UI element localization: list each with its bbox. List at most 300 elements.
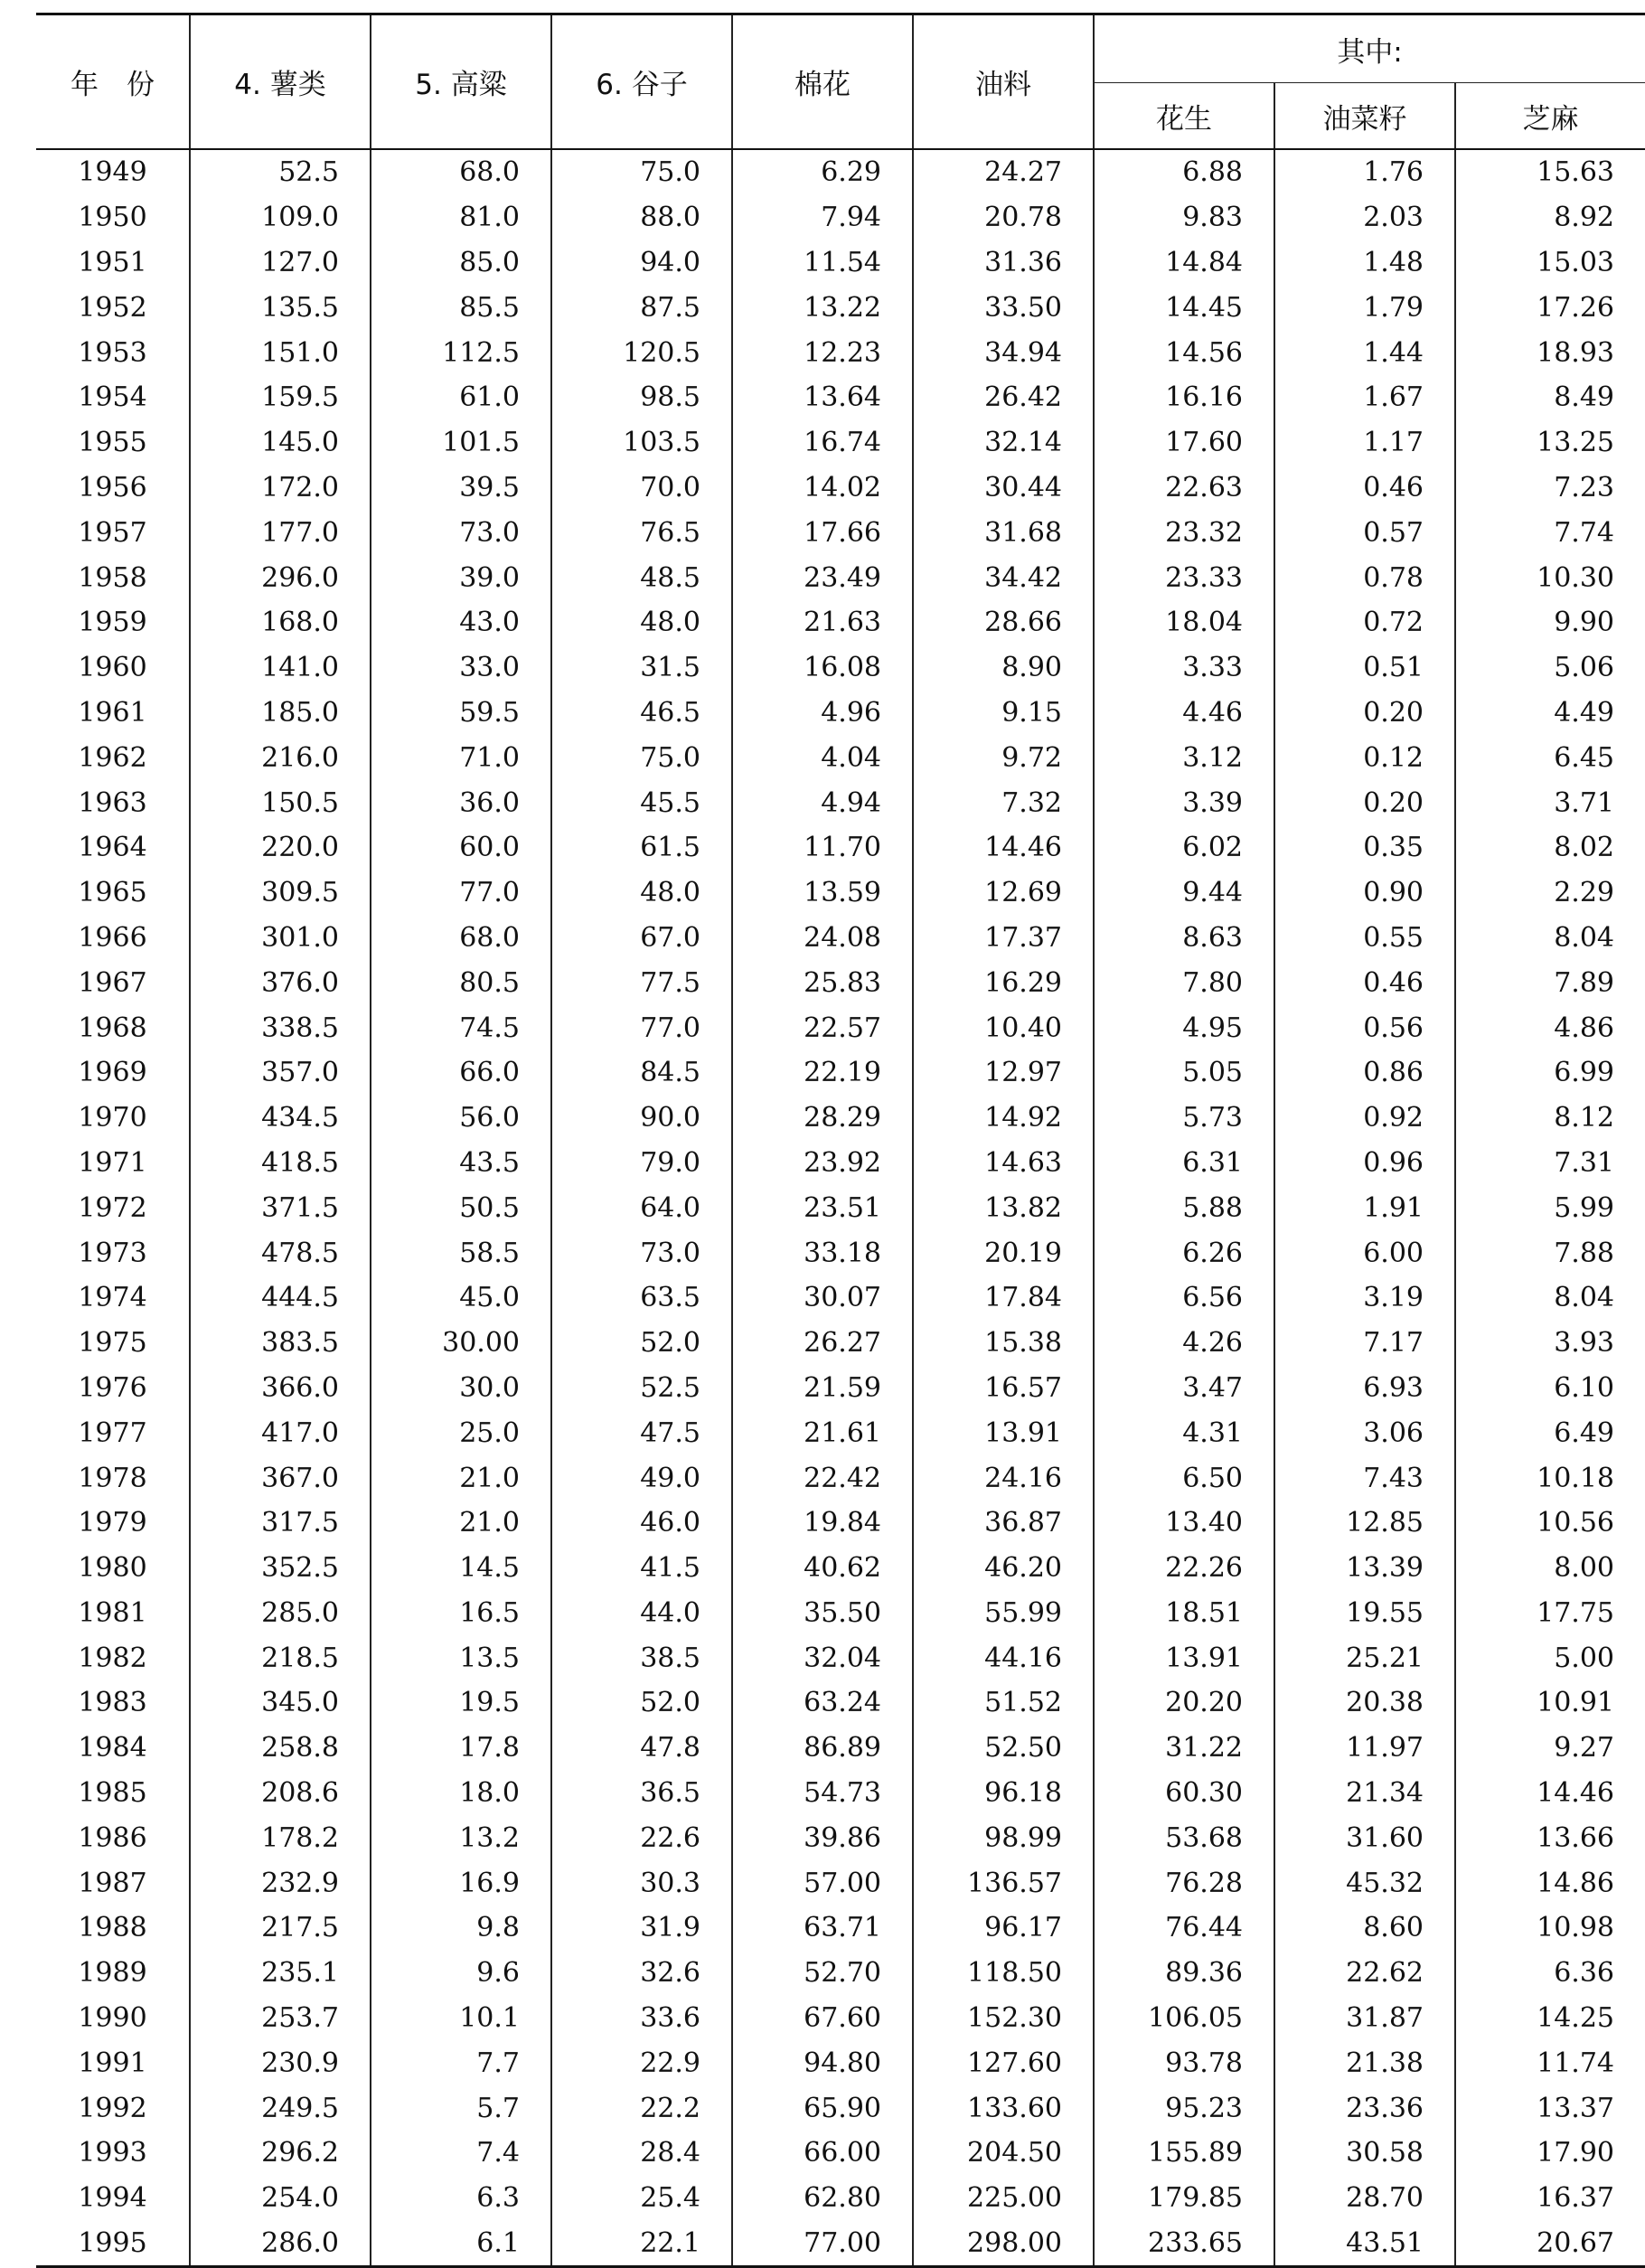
value-cell: 5.00 xyxy=(1455,1635,1645,1680)
value-cell: 55.99 xyxy=(913,1591,1094,1636)
year-cell: 1980 xyxy=(78,1552,147,1585)
value-cell: 96.17 xyxy=(913,1906,1094,1951)
value-cell: 101.5 xyxy=(371,420,551,466)
value-cell: 41.5 xyxy=(551,1546,732,1591)
header-cotton: 棉花 xyxy=(732,14,913,150)
value-cell: 1.48 xyxy=(1274,240,1455,286)
value-cell: 0.20 xyxy=(1274,780,1455,825)
value-cell: 24.27 xyxy=(913,149,1094,195)
value-cell: 75.0 xyxy=(551,735,732,780)
value-cell: 13.91 xyxy=(913,1410,1094,1455)
value-cell: 77.0 xyxy=(551,1005,732,1050)
year-cell: 1975 xyxy=(78,1327,147,1360)
value-cell: 367.0 xyxy=(190,1455,371,1501)
value-cell: 10.18 xyxy=(1455,1455,1645,1501)
value-cell: 258.8 xyxy=(190,1726,371,1771)
value-cell: 30.0 xyxy=(371,1366,551,1411)
value-cell: 127.60 xyxy=(913,2040,1094,2085)
value-cell: 217.5 xyxy=(190,1906,371,1951)
value-cell: 112.5 xyxy=(371,330,551,375)
value-cell: 177.0 xyxy=(190,510,371,555)
value-cell: 12.23 xyxy=(732,330,913,375)
table-row xyxy=(36,825,1645,870)
year-cell: 1960 xyxy=(78,652,147,684)
value-cell: 253.7 xyxy=(190,1996,371,2041)
value-cell: 232.9 xyxy=(190,1860,371,1906)
value-cell: 25.0 xyxy=(371,1410,551,1455)
statistics-table-container xyxy=(36,13,1645,2268)
table-row xyxy=(36,1321,1645,1366)
year-cell: 1962 xyxy=(78,741,147,774)
value-cell: 0.56 xyxy=(1274,1005,1455,1050)
value-cell: 45.5 xyxy=(551,780,732,825)
value-cell: 21.0 xyxy=(371,1455,551,1501)
value-cell: 75.0 xyxy=(551,149,732,195)
value-cell: 6.29 xyxy=(732,149,913,195)
value-cell: 22.26 xyxy=(1094,1546,1274,1591)
table-row xyxy=(36,600,1645,645)
value-cell: 71.0 xyxy=(371,735,551,780)
value-cell: 93.78 xyxy=(1094,2040,1274,2085)
value-cell: 32.04 xyxy=(732,1635,913,1680)
value-cell: 17.60 xyxy=(1094,420,1274,466)
value-cell: 28.66 xyxy=(913,600,1094,645)
value-cell: 19.5 xyxy=(371,1680,551,1726)
value-cell: 9.83 xyxy=(1094,195,1274,240)
value-cell: 13.2 xyxy=(371,1815,551,1860)
value-cell: 87.5 xyxy=(551,285,732,330)
value-cell: 5.99 xyxy=(1455,1185,1645,1230)
table-row xyxy=(36,1635,1645,1680)
value-cell: 383.5 xyxy=(190,1321,371,1366)
table-row xyxy=(36,1050,1645,1096)
year-cell: 1987 xyxy=(78,1867,147,1899)
value-cell: 6.56 xyxy=(1094,1275,1274,1321)
value-cell: 50.5 xyxy=(371,1185,551,1230)
year-cell: 1955 xyxy=(78,427,147,459)
value-cell: 23.32 xyxy=(1094,510,1274,555)
value-cell: 0.35 xyxy=(1274,825,1455,870)
value-cell: 6.50 xyxy=(1094,1455,1274,1501)
value-cell: 11.97 xyxy=(1274,1726,1455,1771)
value-cell: 17.26 xyxy=(1455,285,1645,330)
value-cell: 19.55 xyxy=(1274,1591,1455,1636)
year-cell: 1970 xyxy=(78,1102,147,1134)
value-cell: 51.52 xyxy=(913,1680,1094,1726)
year-cell: 1995 xyxy=(36,2221,190,2267)
value-cell: 13.5 xyxy=(371,1635,551,1680)
table-row xyxy=(36,555,1645,600)
value-cell: 118.50 xyxy=(913,1951,1094,1996)
value-cell: 77.00 xyxy=(732,2221,913,2267)
value-cell: 16.9 xyxy=(371,1860,551,1906)
value-cell: 16.57 xyxy=(913,1366,1094,1411)
value-cell: 3.19 xyxy=(1274,1275,1455,1321)
table-row xyxy=(36,2221,1645,2267)
value-cell: 0.86 xyxy=(1274,1050,1455,1096)
value-cell: 17.75 xyxy=(1455,1591,1645,1636)
value-cell: 0.46 xyxy=(1274,960,1455,1005)
value-cell: 31.5 xyxy=(551,645,732,691)
value-cell: 1.91 xyxy=(1274,1185,1455,1230)
year-cell: 1961 xyxy=(78,696,147,729)
value-cell: 44.0 xyxy=(551,1591,732,1636)
value-cell: 136.57 xyxy=(913,1860,1094,1906)
value-cell: 309.5 xyxy=(190,870,371,916)
value-cell: 10.91 xyxy=(1455,1680,1645,1726)
value-cell: 11.54 xyxy=(732,240,913,286)
year-cell: 1950 xyxy=(78,202,147,234)
header-peanut: 花生 xyxy=(1094,83,1274,150)
value-cell: 20.67 xyxy=(1455,2221,1645,2267)
header-year: 年 份 xyxy=(36,14,190,150)
value-cell: 13.39 xyxy=(1274,1546,1455,1591)
value-cell: 10.40 xyxy=(913,1005,1094,1050)
value-cell: 13.22 xyxy=(732,285,913,330)
value-cell: 338.5 xyxy=(190,1005,371,1050)
value-cell: 254.0 xyxy=(190,2176,371,2221)
value-cell: 6.88 xyxy=(1094,149,1274,195)
value-cell: 94.0 xyxy=(551,240,732,286)
value-cell: 23.92 xyxy=(732,1141,913,1186)
value-cell: 31.22 xyxy=(1094,1726,1274,1771)
value-cell: 4.86 xyxy=(1455,1005,1645,1050)
value-cell: 371.5 xyxy=(190,1185,371,1230)
value-cell: 31.60 xyxy=(1274,1815,1455,1860)
year-cell: 1957 xyxy=(78,516,147,549)
value-cell: 24.08 xyxy=(732,916,913,961)
table-header xyxy=(36,14,1645,150)
year-cell: 1986 xyxy=(78,1821,147,1854)
value-cell: 6.31 xyxy=(1094,1141,1274,1186)
value-cell: 17.37 xyxy=(913,916,1094,961)
value-cell: 13.40 xyxy=(1094,1501,1274,1546)
value-cell: 36.87 xyxy=(913,1501,1094,1546)
value-cell: 4.31 xyxy=(1094,1410,1274,1455)
value-cell: 298.00 xyxy=(913,2221,1094,2267)
value-cell: 18.0 xyxy=(371,1771,551,1816)
value-cell: 79.0 xyxy=(551,1141,732,1186)
year-cell: 1990 xyxy=(78,2002,147,2035)
value-cell: 21.38 xyxy=(1274,2040,1455,2085)
value-cell: 66.00 xyxy=(732,2131,913,2176)
year-cell: 1992 xyxy=(78,2092,147,2124)
value-cell: 85.5 xyxy=(371,285,551,330)
value-cell: 67.0 xyxy=(551,916,732,961)
table-row xyxy=(36,735,1645,780)
table-row xyxy=(36,2040,1645,2085)
value-cell: 81.0 xyxy=(371,195,551,240)
value-cell: 5.73 xyxy=(1094,1096,1274,1141)
value-cell: 21.0 xyxy=(371,1501,551,1546)
value-cell: 8.92 xyxy=(1455,195,1645,240)
header-millet: 6. 谷子 xyxy=(551,14,732,150)
value-cell: 444.5 xyxy=(190,1275,371,1321)
value-cell: 9.8 xyxy=(371,1906,551,1951)
value-cell: 6.02 xyxy=(1094,825,1274,870)
header-rapeseed: 油菜籽 xyxy=(1274,83,1455,150)
table-row xyxy=(36,285,1645,330)
value-cell: 21.59 xyxy=(732,1366,913,1411)
value-cell: 32.6 xyxy=(551,1951,732,1996)
value-cell: 185.0 xyxy=(190,691,371,736)
value-cell: 168.0 xyxy=(190,600,371,645)
value-cell: 46.0 xyxy=(551,1501,732,1546)
value-cell: 418.5 xyxy=(190,1141,371,1186)
value-cell: 76.28 xyxy=(1094,1860,1274,1906)
year-cell: 1951 xyxy=(78,246,147,278)
value-cell: 33.0 xyxy=(371,645,551,691)
value-cell: 376.0 xyxy=(190,960,371,1005)
value-cell: 20.19 xyxy=(913,1230,1094,1275)
table-row xyxy=(36,420,1645,466)
value-cell: 35.50 xyxy=(732,1591,913,1636)
value-cell: 59.5 xyxy=(371,691,551,736)
table-row xyxy=(36,1815,1645,1860)
value-cell: 4.49 xyxy=(1455,691,1645,736)
value-cell: 249.5 xyxy=(190,2085,371,2131)
value-cell: 31.36 xyxy=(913,240,1094,286)
value-cell: 14.84 xyxy=(1094,240,1274,286)
value-cell: 10.1 xyxy=(371,1996,551,2041)
value-cell: 296.0 xyxy=(190,555,371,600)
value-cell: 46.20 xyxy=(913,1546,1094,1591)
value-cell: 6.45 xyxy=(1455,735,1645,780)
value-cell: 13.91 xyxy=(1094,1635,1274,1680)
value-cell: 52.70 xyxy=(732,1951,913,1996)
value-cell: 10.30 xyxy=(1455,555,1645,600)
value-cell: 15.63 xyxy=(1455,149,1645,195)
value-cell: 13.66 xyxy=(1455,1815,1645,1860)
value-cell: 20.38 xyxy=(1274,1680,1455,1726)
value-cell: 357.0 xyxy=(190,1050,371,1096)
value-cell: 8.90 xyxy=(913,645,1094,691)
value-cell: 14.5 xyxy=(371,1546,551,1591)
value-cell: 31.68 xyxy=(913,510,1094,555)
value-cell: 22.6 xyxy=(551,1815,732,1860)
value-cell: 208.6 xyxy=(190,1771,371,1816)
year-cell: 1963 xyxy=(78,786,147,819)
value-cell: 17.84 xyxy=(913,1275,1094,1321)
table-body xyxy=(36,149,1645,2267)
value-cell: 14.25 xyxy=(1455,1996,1645,2041)
value-cell: 16.37 xyxy=(1455,2176,1645,2221)
value-cell: 220.0 xyxy=(190,825,371,870)
value-cell: 0.72 xyxy=(1274,600,1455,645)
value-cell: 9.6 xyxy=(371,1951,551,1996)
value-cell: 14.86 xyxy=(1455,1860,1645,1906)
value-cell: 5.88 xyxy=(1094,1185,1274,1230)
value-cell: 0.92 xyxy=(1274,1096,1455,1141)
table-row xyxy=(36,645,1645,691)
value-cell: 0.12 xyxy=(1274,735,1455,780)
value-cell: 8.49 xyxy=(1455,375,1645,420)
value-cell: 151.0 xyxy=(190,330,371,375)
table-row xyxy=(36,916,1645,961)
value-cell: 22.57 xyxy=(732,1005,913,1050)
table-row xyxy=(36,1501,1645,1546)
value-cell: 152.30 xyxy=(913,1996,1094,2041)
value-cell: 150.5 xyxy=(190,780,371,825)
table-row xyxy=(36,1591,1645,1636)
value-cell: 23.33 xyxy=(1094,555,1274,600)
value-cell: 26.42 xyxy=(913,375,1094,420)
value-cell: 204.50 xyxy=(913,2131,1094,2176)
value-cell: 61.5 xyxy=(551,825,732,870)
value-cell: 135.5 xyxy=(190,285,371,330)
value-cell: 68.0 xyxy=(371,916,551,961)
table-row xyxy=(36,1366,1645,1411)
year-cell: 1994 xyxy=(78,2182,147,2215)
year-cell: 1972 xyxy=(78,1191,147,1224)
header-sesame: 芝麻 xyxy=(1455,83,1645,150)
value-cell: 9.90 xyxy=(1455,600,1645,645)
value-cell: 52.5 xyxy=(190,149,371,195)
value-cell: 296.2 xyxy=(190,2131,371,2176)
value-cell: 366.0 xyxy=(190,1366,371,1411)
value-cell: 16.16 xyxy=(1094,375,1274,420)
value-cell: 14.45 xyxy=(1094,285,1274,330)
table-row xyxy=(36,195,1645,240)
value-cell: 33.18 xyxy=(732,1230,913,1275)
value-cell: 16.74 xyxy=(732,420,913,466)
table-row xyxy=(36,1096,1645,1141)
value-cell: 7.74 xyxy=(1455,510,1645,555)
table-row xyxy=(36,330,1645,375)
value-cell: 218.5 xyxy=(190,1635,371,1680)
value-cell: 0.90 xyxy=(1274,870,1455,916)
value-cell: 4.26 xyxy=(1094,1321,1274,1366)
year-cell: 1966 xyxy=(78,921,147,954)
value-cell: 12.97 xyxy=(913,1050,1094,1096)
table-row xyxy=(36,2131,1645,2176)
value-cell: 30.58 xyxy=(1274,2131,1455,2176)
value-cell: 90.0 xyxy=(551,1096,732,1141)
value-cell: 56.0 xyxy=(371,1096,551,1141)
value-cell: 18.93 xyxy=(1455,330,1645,375)
value-cell: 22.2 xyxy=(551,2085,732,2131)
value-cell: 31.87 xyxy=(1274,1996,1455,2041)
value-cell: 17.66 xyxy=(732,510,913,555)
value-cell: 23.36 xyxy=(1274,2085,1455,2131)
value-cell: 230.9 xyxy=(190,2040,371,2085)
value-cell: 7.80 xyxy=(1094,960,1274,1005)
value-cell: 65.90 xyxy=(732,2085,913,2131)
value-cell: 96.18 xyxy=(913,1771,1094,1816)
value-cell: 18.51 xyxy=(1094,1591,1274,1636)
value-cell: 13.82 xyxy=(913,1185,1094,1230)
value-cell: 286.0 xyxy=(190,2221,371,2267)
table-row xyxy=(36,1230,1645,1275)
value-cell: 352.5 xyxy=(190,1546,371,1591)
header-sorghum: 5. 高粱 xyxy=(371,14,551,150)
value-cell: 3.47 xyxy=(1094,1366,1274,1411)
value-cell: 301.0 xyxy=(190,916,371,961)
value-cell: 62.80 xyxy=(732,2176,913,2221)
value-cell: 43.51 xyxy=(1274,2221,1455,2267)
value-cell: 80.5 xyxy=(371,960,551,1005)
value-cell: 20.78 xyxy=(913,195,1094,240)
value-cell: 8.02 xyxy=(1455,825,1645,870)
value-cell: 7.31 xyxy=(1455,1141,1645,1186)
value-cell: 77.0 xyxy=(371,870,551,916)
value-cell: 0.46 xyxy=(1274,466,1455,511)
table-row xyxy=(36,960,1645,1005)
value-cell: 478.5 xyxy=(190,1230,371,1275)
value-cell: 6.99 xyxy=(1455,1050,1645,1096)
value-cell: 9.44 xyxy=(1094,870,1274,916)
year-cell: 1952 xyxy=(78,291,147,324)
value-cell: 14.46 xyxy=(1455,1771,1645,1816)
year-cell: 1956 xyxy=(78,471,147,503)
table-row xyxy=(36,2176,1645,2221)
value-cell: 57.00 xyxy=(732,1860,913,1906)
table-row xyxy=(36,1906,1645,1951)
value-cell: 13.64 xyxy=(732,375,913,420)
table-row xyxy=(36,691,1645,736)
value-cell: 38.5 xyxy=(551,1635,732,1680)
year-cell: 1974 xyxy=(78,1282,147,1314)
value-cell: 49.0 xyxy=(551,1455,732,1501)
value-cell: 86.89 xyxy=(732,1726,913,1771)
value-cell: 8.00 xyxy=(1455,1546,1645,1591)
value-cell: 7.23 xyxy=(1455,466,1645,511)
value-cell: 225.00 xyxy=(913,2176,1094,2221)
year-cell: 1958 xyxy=(78,561,147,594)
value-cell: 76.5 xyxy=(551,510,732,555)
table-row xyxy=(36,1680,1645,1726)
value-cell: 32.14 xyxy=(913,420,1094,466)
table-row xyxy=(36,375,1645,420)
value-cell: 26.27 xyxy=(732,1321,913,1366)
year-cell: 1959 xyxy=(78,607,147,639)
value-cell: 5.7 xyxy=(371,2085,551,2131)
value-cell: 24.16 xyxy=(913,1455,1094,1501)
year-cell: 1989 xyxy=(78,1957,147,1990)
value-cell: 18.04 xyxy=(1094,600,1274,645)
value-cell: 22.42 xyxy=(732,1455,913,1501)
table-row xyxy=(36,240,1645,286)
value-cell: 0.78 xyxy=(1274,555,1455,600)
value-cell: 63.5 xyxy=(551,1275,732,1321)
value-cell: 10.98 xyxy=(1455,1906,1645,1951)
value-cell: 52.5 xyxy=(551,1366,732,1411)
value-cell: 16.29 xyxy=(913,960,1094,1005)
table-row xyxy=(36,1951,1645,1996)
value-cell: 3.33 xyxy=(1094,645,1274,691)
value-cell: 68.0 xyxy=(371,149,551,195)
header-of-which: 其中: xyxy=(1094,14,1645,83)
table-row xyxy=(36,2085,1645,2131)
value-cell: 12.69 xyxy=(913,870,1094,916)
value-cell: 43.5 xyxy=(371,1141,551,1186)
value-cell: 9.15 xyxy=(913,691,1094,736)
header-tubers: 4. 薯类 xyxy=(190,14,371,150)
value-cell: 33.6 xyxy=(551,1996,732,2041)
value-cell: 4.95 xyxy=(1094,1005,1274,1050)
value-cell: 48.0 xyxy=(551,600,732,645)
value-cell: 417.0 xyxy=(190,1410,371,1455)
value-cell: 60.0 xyxy=(371,825,551,870)
value-cell: 0.20 xyxy=(1274,691,1455,736)
value-cell: 28.70 xyxy=(1274,2176,1455,2221)
table-row xyxy=(36,1726,1645,1771)
value-cell: 159.5 xyxy=(190,375,371,420)
table-row xyxy=(36,1141,1645,1186)
value-cell: 23.49 xyxy=(732,555,913,600)
value-cell: 17.90 xyxy=(1455,2131,1645,2176)
value-cell: 47.8 xyxy=(551,1726,732,1771)
